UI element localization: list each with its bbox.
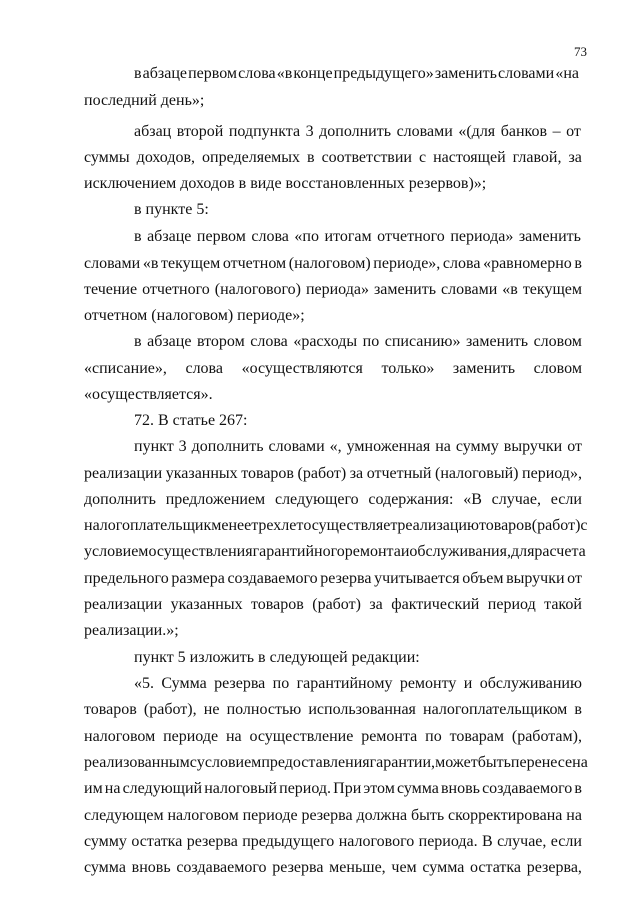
text-word: (налоговый) xyxy=(435,465,519,482)
text-word: использованная xyxy=(308,701,416,718)
text-word: ремонту xyxy=(399,675,457,692)
text-word: 3 xyxy=(178,438,187,455)
text-word: «в xyxy=(502,281,518,298)
text-word: не xyxy=(203,701,220,718)
text-word: резерва xyxy=(214,675,266,692)
text-word: настоящей xyxy=(433,149,506,166)
text-word: случае, xyxy=(497,833,547,850)
text-word: лет xyxy=(281,517,304,534)
text-word: течение xyxy=(84,281,138,298)
text-word: налоговый xyxy=(204,780,278,797)
text-word: периоде», xyxy=(373,255,441,272)
text-word: (работ) xyxy=(312,596,361,613)
page-number: 73 xyxy=(574,44,587,59)
text-word: При xyxy=(333,780,362,797)
text-word: трех xyxy=(251,517,282,534)
text-word: слова xyxy=(250,333,288,350)
text-word: дополнить xyxy=(319,123,392,140)
text-word: только» xyxy=(381,360,435,377)
text-word: «, xyxy=(329,438,342,455)
text-word: в xyxy=(574,780,582,797)
text-word: отчетного xyxy=(142,281,210,298)
text-word: реализацию xyxy=(397,517,479,534)
text-line xyxy=(84,700,582,720)
text-word: (налогового) xyxy=(214,281,301,298)
text-word: товаров xyxy=(241,465,294,482)
text-line: «осуществляется». xyxy=(84,386,213,403)
text-word: на xyxy=(566,807,582,824)
text-word: осуществление xyxy=(249,728,354,745)
text-word: период. xyxy=(279,780,332,797)
text-word: реализации xyxy=(84,465,163,482)
text-word: словом xyxy=(533,333,582,350)
text-word: словами xyxy=(498,65,555,82)
text-line: отчетном (налоговом) периоде»; xyxy=(84,307,305,324)
text-word: и xyxy=(463,675,473,692)
text-word: и xyxy=(400,543,410,560)
text-line xyxy=(84,832,582,852)
text-word: 3 xyxy=(305,123,314,140)
text-word: второй xyxy=(176,123,224,140)
text-word: «равномерно xyxy=(483,255,572,272)
text-word: следующий xyxy=(122,780,203,797)
text-word: «(для xyxy=(458,123,496,140)
text-line xyxy=(84,280,582,300)
text-word: резерва xyxy=(186,833,238,850)
text-word: от xyxy=(567,438,582,455)
text-word: содержания: xyxy=(368,491,454,508)
text-word: чем xyxy=(391,859,417,876)
text-word: за xyxy=(349,465,364,482)
text-word: период», xyxy=(522,465,582,482)
text-word: «списание», xyxy=(84,360,167,377)
text-word: ремонта xyxy=(361,728,418,745)
text-word: сумму xyxy=(84,833,127,850)
text-line: пункт 5 изложить в следующей редакции: xyxy=(134,649,420,666)
text-line xyxy=(134,437,582,457)
text-line: 72. В статье 267: xyxy=(134,412,248,429)
text-line xyxy=(134,227,581,247)
text-word: сумма xyxy=(84,859,126,876)
text-word: осуществления xyxy=(148,543,253,560)
text-word: словом xyxy=(533,360,582,377)
text-word: следующего xyxy=(274,491,359,508)
text-word: на xyxy=(435,438,451,455)
text-word: менее xyxy=(211,517,252,534)
text-word: банков xyxy=(500,123,548,140)
text-word: дополнить xyxy=(84,491,156,508)
text-word: суммы xyxy=(84,149,130,166)
text-word: может xyxy=(435,754,478,771)
text-line xyxy=(84,753,588,773)
text-word: словами xyxy=(441,281,498,298)
text-word: предоставления xyxy=(261,754,370,771)
text-word: (работам), xyxy=(511,728,582,745)
text-word: с xyxy=(189,754,197,771)
text-word: (налоговом) xyxy=(288,255,371,272)
text-word: должна xyxy=(356,807,408,824)
text-line xyxy=(84,542,586,562)
text-word: обслуживанию xyxy=(479,675,582,692)
text-word: в xyxy=(574,701,582,718)
text-word: доходов, xyxy=(136,149,196,166)
text-word: отчетного xyxy=(377,228,445,245)
text-word: с xyxy=(418,149,427,166)
text-word: главой, xyxy=(512,149,562,166)
text-word: если xyxy=(550,491,582,508)
text-word: расчета xyxy=(534,543,586,560)
text-word: соответствии xyxy=(321,149,412,166)
text-word: абзаце xyxy=(147,228,192,245)
text-word: перенесена xyxy=(510,754,588,771)
text-word: в xyxy=(574,255,582,272)
text-line xyxy=(84,779,582,799)
text-word: налоговом xyxy=(84,728,156,745)
text-word: фактический xyxy=(391,596,480,613)
text-word: списанию» xyxy=(384,333,461,350)
text-word: следующем xyxy=(84,807,164,824)
text-line: реализации.»; xyxy=(84,622,179,639)
text-word: заменить xyxy=(518,228,581,245)
text-word: с xyxy=(580,517,588,534)
text-word: предложением xyxy=(165,491,266,508)
text-word: «в xyxy=(142,255,159,272)
text-line: исключением доходов в виде восстановленных резервов)»; xyxy=(84,175,487,192)
text-word: гарантийному xyxy=(296,675,393,692)
text-word: слова xyxy=(185,360,223,377)
text-line xyxy=(84,516,588,536)
text-word: абзац xyxy=(134,123,172,140)
text-word: им xyxy=(84,780,103,797)
text-word: от xyxy=(566,123,581,140)
text-word: абзаце xyxy=(142,65,187,82)
text-word: – xyxy=(552,123,561,140)
text-word: указанных xyxy=(170,596,243,613)
text-word: предыдущего xyxy=(242,833,335,850)
text-word: резерва xyxy=(272,859,324,876)
text-line xyxy=(84,490,582,510)
text-word: товаров xyxy=(251,596,304,613)
text-word: в xyxy=(307,149,315,166)
text-word: такой xyxy=(544,596,582,613)
text-word: заменить xyxy=(452,360,515,377)
text-line xyxy=(84,595,582,615)
text-word: товарам xyxy=(449,728,505,745)
text-word: налоговом xyxy=(167,807,239,824)
text-word: на xyxy=(225,728,242,745)
text-line xyxy=(84,858,582,878)
text-word: первом xyxy=(188,65,238,82)
text-word: дополнить xyxy=(191,438,264,455)
text-line: последний день»; xyxy=(84,92,205,109)
text-word: создаваемого xyxy=(227,570,318,587)
text-word: «расходы xyxy=(293,333,358,350)
text-word: умноженная xyxy=(346,438,431,455)
text-word: меньше, xyxy=(329,859,386,876)
text-line xyxy=(134,122,581,142)
text-word: пункт xyxy=(134,438,174,455)
text-word: предельного xyxy=(84,570,169,587)
text-word: слова xyxy=(238,65,276,82)
text-word: резерва xyxy=(301,807,353,824)
text-word: абзаце xyxy=(147,333,192,350)
text-word: налогового xyxy=(338,833,415,850)
text-word: заменить xyxy=(465,333,529,350)
text-word: выручки xyxy=(503,438,563,455)
text-word: создаваемого xyxy=(176,859,267,876)
text-line xyxy=(134,674,582,694)
text-word: периоде xyxy=(242,807,298,824)
text-word: резерва xyxy=(320,570,372,587)
text-word: «В xyxy=(463,491,482,508)
text-word: резерва, xyxy=(526,859,582,876)
text-word: «в xyxy=(276,65,293,82)
text-word: указанных xyxy=(165,465,238,482)
text-word: «по xyxy=(294,228,319,245)
text-word: слова xyxy=(442,255,481,272)
text-word: обслуживания, xyxy=(409,543,511,560)
text-word: осуществляет xyxy=(303,517,398,534)
text-word: скорректирована xyxy=(448,807,563,824)
text-word: текущем xyxy=(522,281,582,298)
text-line xyxy=(84,806,582,826)
text-word: вновь xyxy=(131,859,171,876)
text-word: налогоплательщик xyxy=(84,517,212,534)
text-word: этом xyxy=(363,780,395,797)
text-word: выручки xyxy=(506,570,565,587)
text-word: сумма xyxy=(396,780,439,797)
text-word: (работ) xyxy=(297,465,347,482)
text-word: заменить xyxy=(373,281,437,298)
text-word: словами xyxy=(268,438,325,455)
text-word: товаров xyxy=(478,517,532,534)
text-word: (работ) xyxy=(531,517,581,534)
text-word: для xyxy=(510,543,535,560)
text-line xyxy=(84,359,582,379)
text-word: периода» xyxy=(305,281,369,298)
text-line xyxy=(134,332,582,352)
text-word: период xyxy=(487,596,536,613)
text-word: периода» xyxy=(450,228,514,245)
text-word: гарантийного xyxy=(252,543,345,560)
text-word: условием xyxy=(196,754,262,771)
text-line xyxy=(134,64,579,84)
text-word: первом xyxy=(196,228,246,245)
text-line xyxy=(84,148,582,168)
text-word: налогоплательщиком xyxy=(423,701,568,718)
text-word: подпункта xyxy=(228,123,301,140)
text-word: реализованным xyxy=(84,754,190,771)
text-word: быть xyxy=(477,754,511,771)
text-word: текущем xyxy=(161,255,221,272)
text-word: «осуществляются xyxy=(241,360,363,377)
text-word: определяемых xyxy=(202,149,301,166)
text-word: периода. xyxy=(418,833,478,850)
text-word: условием xyxy=(84,543,149,560)
text-word: сумму xyxy=(455,438,499,455)
text-word: за xyxy=(568,149,582,166)
text-word: в xyxy=(134,333,142,350)
text-word: на xyxy=(104,780,121,797)
text-line: в пункте 5: xyxy=(134,201,209,218)
text-word: сумма xyxy=(422,859,465,876)
text-word: в xyxy=(134,228,142,245)
text-word: отчетный xyxy=(366,465,432,482)
text-word: создаваемого xyxy=(482,780,573,797)
text-word: словами xyxy=(396,123,453,140)
text-word: (работ), xyxy=(143,701,197,718)
text-word: по xyxy=(272,675,290,692)
text-word: «5. xyxy=(134,675,154,692)
text-word: периоде xyxy=(163,728,219,745)
text-word: учитывается xyxy=(374,570,460,587)
text-word: остатка xyxy=(470,859,522,876)
text-word: размера xyxy=(171,570,225,587)
text-word: заменить xyxy=(434,65,497,82)
text-line xyxy=(84,569,582,589)
text-word: словами xyxy=(84,255,141,272)
text-word: итогам xyxy=(324,228,372,245)
text-word: в xyxy=(134,65,142,82)
text-word: вновь xyxy=(441,780,480,797)
text-word: слова xyxy=(251,228,289,245)
text-word: от xyxy=(567,570,582,587)
text-word: конце xyxy=(293,65,333,82)
text-word: втором xyxy=(196,333,245,350)
text-line xyxy=(84,464,582,484)
text-line xyxy=(84,727,582,747)
text-word: остатка xyxy=(131,833,183,850)
text-word: В xyxy=(482,833,493,850)
text-word: гарантии, xyxy=(369,754,436,771)
text-word: «на xyxy=(555,65,579,82)
text-word: случае, xyxy=(491,491,541,508)
text-word: ремонта xyxy=(344,543,401,560)
text-word: реализации xyxy=(84,596,163,613)
text-word: предыдущего» xyxy=(333,65,434,82)
text-word: Сумма xyxy=(161,675,207,692)
text-word: за xyxy=(369,596,383,613)
text-word: если xyxy=(550,833,582,850)
text-word: по xyxy=(362,333,380,350)
text-word: объем xyxy=(462,570,504,587)
text-word: отчетном xyxy=(222,255,287,272)
text-word: товаров xyxy=(84,701,137,718)
text-line xyxy=(84,254,582,274)
text-word: по xyxy=(425,728,442,745)
text-word: быть xyxy=(410,807,445,824)
text-word: полностью xyxy=(226,701,302,718)
